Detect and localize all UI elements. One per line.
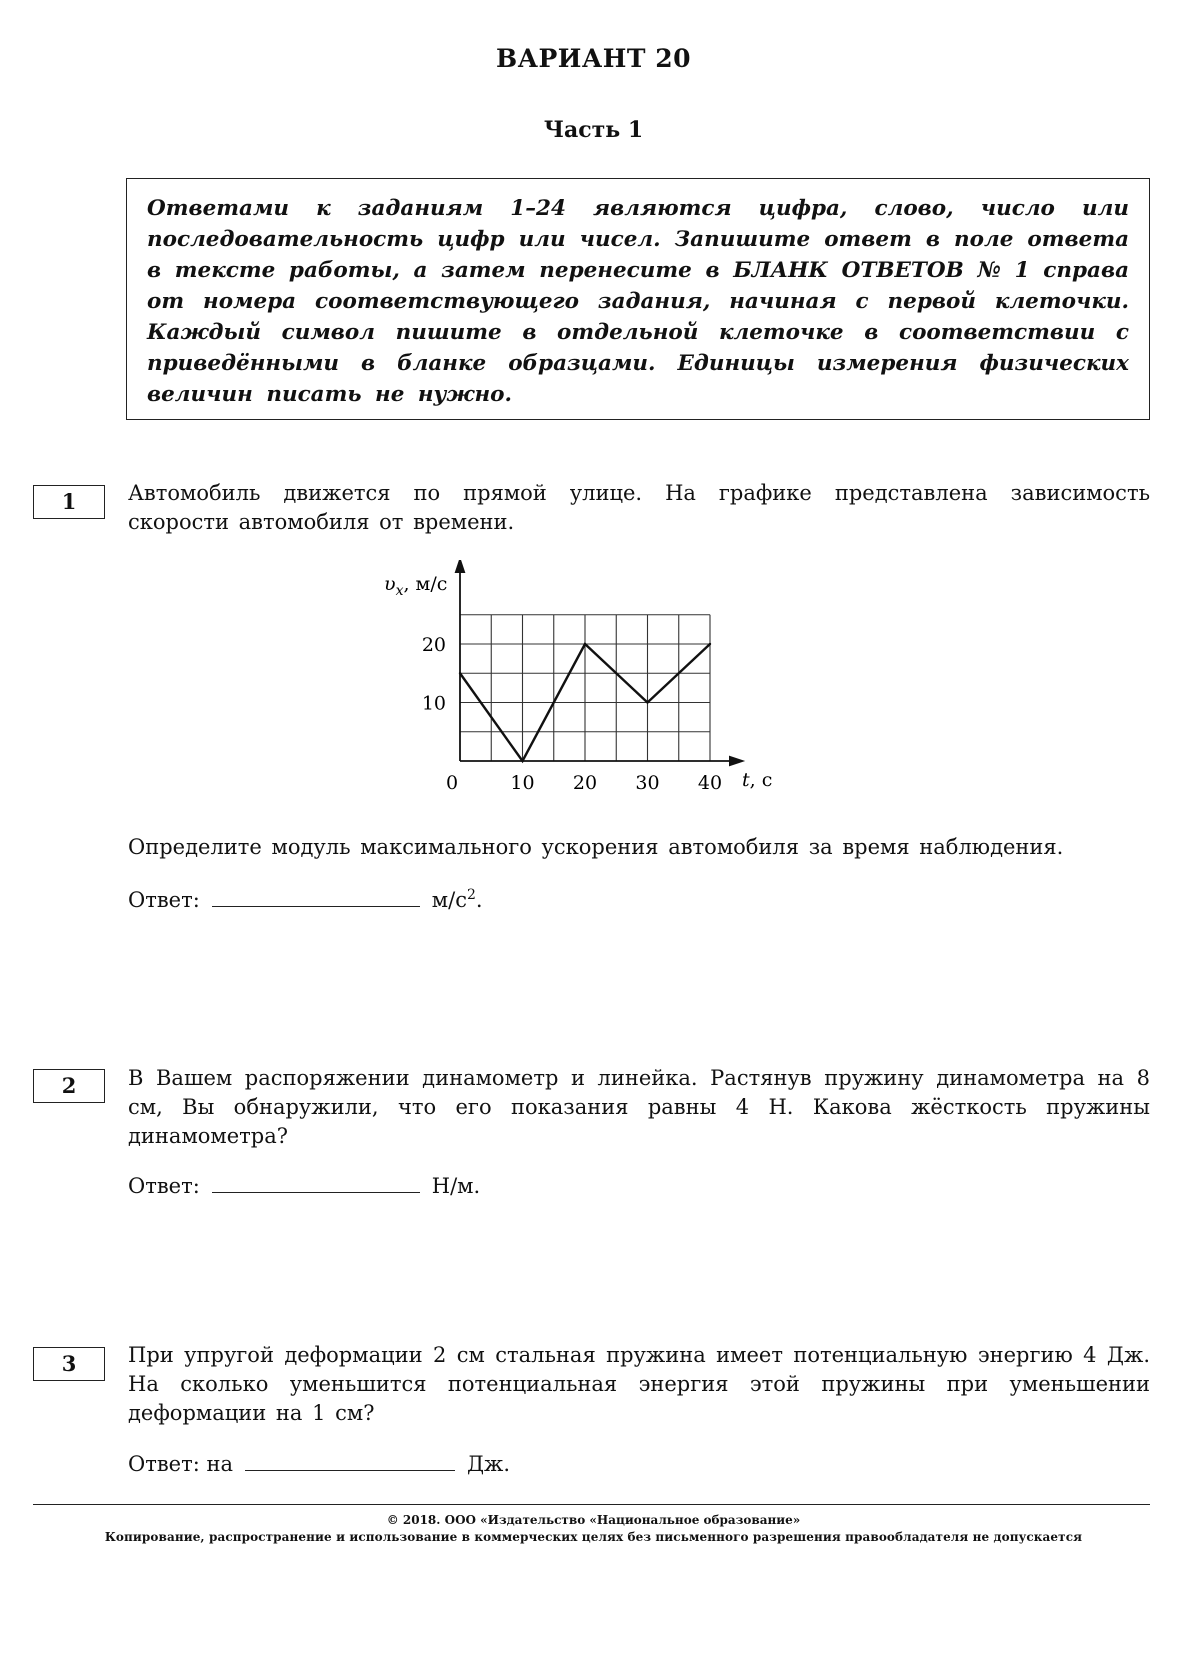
footer-notice: Копирование, распространение и использование в коммерческих целях без письменного разрешения правообладателя не допускается — [104, 1530, 1083, 1544]
x-tick-label: 20 — [572, 772, 598, 794]
task-3-answer — [128, 1450, 510, 1478]
instructions-text: Ответами к заданиям 1–24 являются цифра, слово, число или последовательность цифр или чисел. Запишите ответ в поле ответа в тексте работы, а затем перенесите в БЛАНК ОТВЕТОВ № 1 справа от номера соответствующего задания, начиная с первой клеточки. Каждый символ пишите в отдельной клеточке в соответствии с приведёнными в бланке образцами. Единицы измерения физических величин писать не нужно. — [147, 196, 1129, 407]
data-point — [459, 672, 461, 674]
task-2-answer-unit: Н/м. — [431, 1174, 481, 1198]
variant-title: ВАРИАНТ 20 — [496, 44, 691, 73]
task-2-text: В Вашем распоряжении динамометр и линейка. Растянув пружину динамометра на 8 см, Вы обнаружили, что его показания равны 4 Н. Какова жёсткость пружины динамометра? — [128, 1066, 1150, 1148]
data-point — [521, 760, 523, 762]
task-2-answer-label: Ответ: — [128, 1174, 200, 1198]
origin-label: 0 — [446, 772, 459, 794]
tick-labels — [422, 634, 722, 794]
task-3-number: 3 — [33, 1347, 105, 1381]
task-3-answer-label: Ответ: на — [128, 1452, 233, 1476]
y-tick-label: 10 — [421, 692, 446, 715]
task-3-answer-field[interactable] — [245, 1450, 455, 1471]
y-axis-label: $\upsilon_x$, м/с — [384, 573, 448, 599]
task-3-text: При упругой деформации 2 см стальная пружина имеет потенциальную энергию 4 Дж. На сколько уменьшится потенциальная энергия этой пружины при уменьшении деформации на 1 см? — [128, 1343, 1150, 1425]
task-1-number: 1 — [33, 485, 105, 519]
task-3-answer-unit: Дж. — [466, 1452, 511, 1476]
footer-divider — [33, 1504, 1150, 1505]
task-1-answer-label: Ответ: — [128, 888, 200, 912]
task-1-text: Автомобиль движется по прямой улице. На графике представлена зависимость скорости автомобиля от времени. — [128, 481, 1150, 534]
chart-grid — [460, 615, 710, 761]
data-point — [709, 643, 711, 645]
x-axis-label: t, с — [742, 769, 773, 791]
x-tick-label: 30 — [635, 772, 660, 794]
task-2-answer — [128, 1172, 480, 1200]
task-2-number: 2 — [33, 1069, 105, 1103]
footer-copyright: © 2018. ООО «Издательство «Национальное образование» — [386, 1513, 801, 1527]
x-tick-label: 10 — [510, 772, 535, 794]
task-2-answer-field[interactable] — [212, 1172, 420, 1193]
task-1-answer-unit-end: . — [475, 888, 483, 912]
velocity-chart — [360, 560, 800, 810]
y-tick-label: 20 — [421, 634, 446, 656]
task-1-answer-field[interactable] — [212, 886, 420, 907]
instructions-box — [126, 178, 1150, 420]
data-point — [646, 701, 648, 703]
task-1-answer-unit: м/с — [431, 888, 467, 912]
x-tick-label: 40 — [697, 772, 723, 794]
part-title: Часть 1 — [543, 117, 644, 143]
data-point — [584, 643, 586, 645]
task-1-answer — [128, 881, 483, 914]
task-1-answer-unit-exp: 2 — [466, 887, 476, 903]
task-1-question: Определите модуль максимального ускорения автомобиля за время наблюдения. — [128, 835, 1064, 859]
